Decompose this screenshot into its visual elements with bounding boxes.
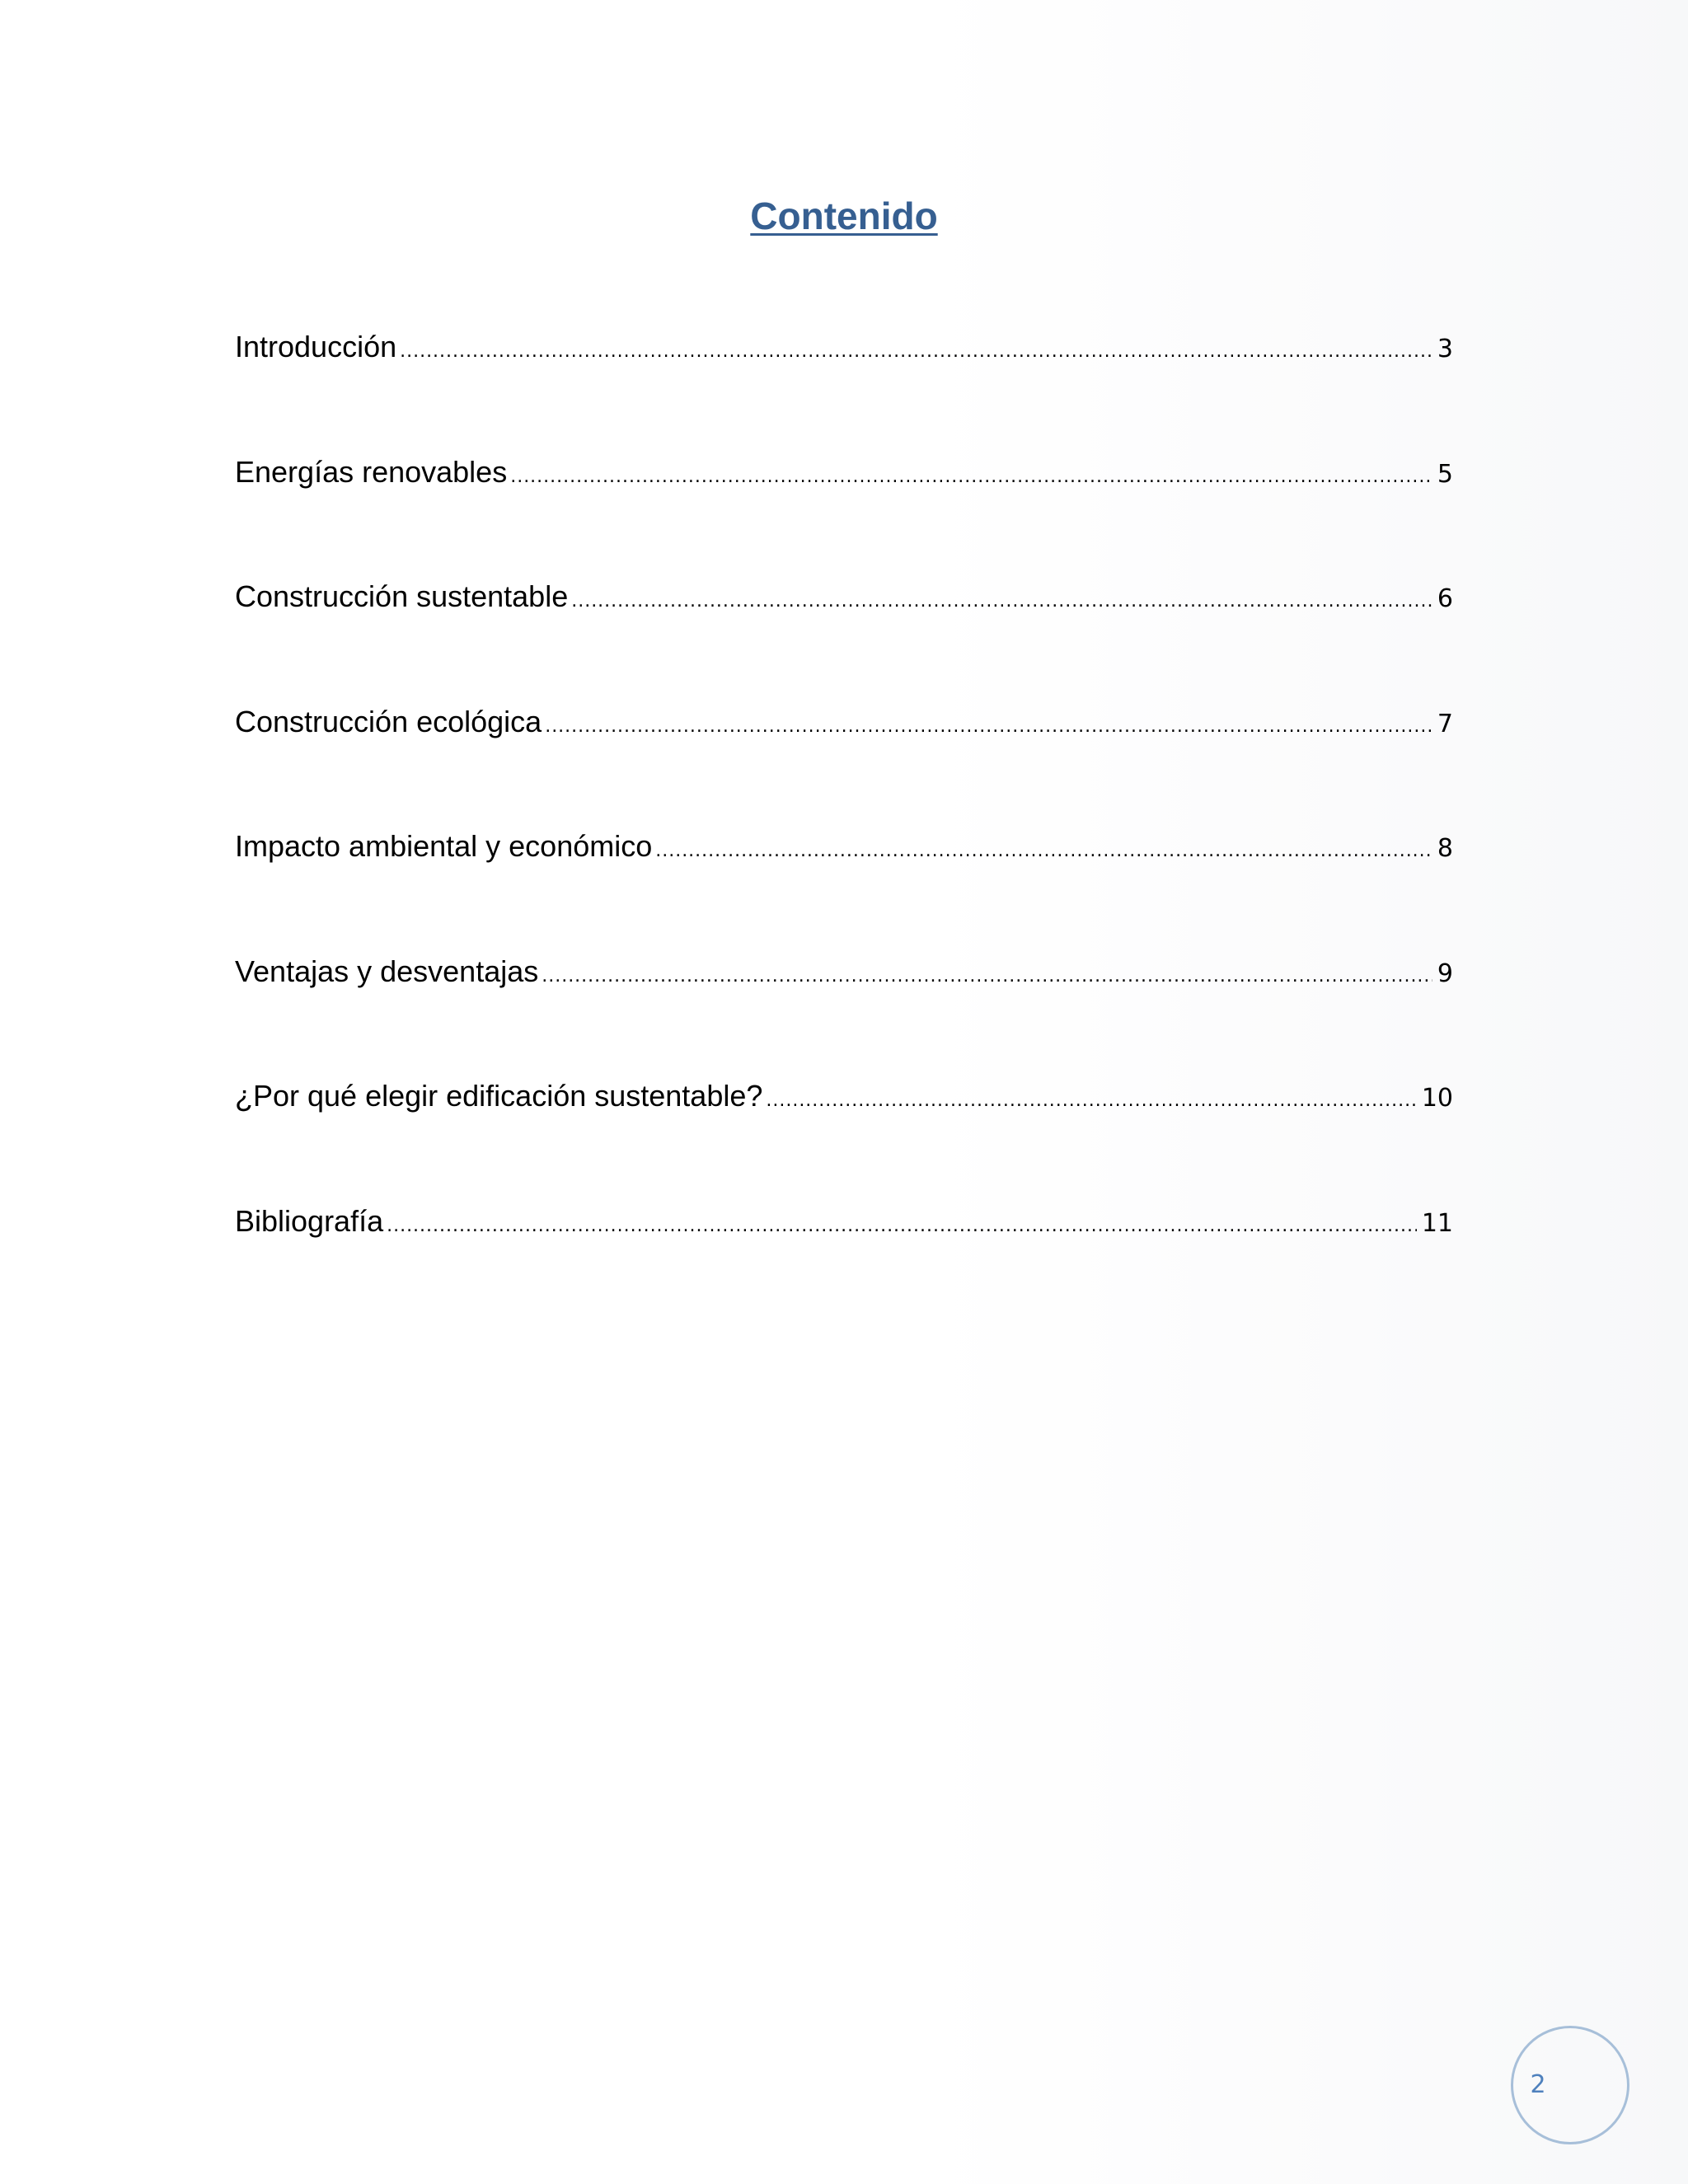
toc-entry-page: 5 xyxy=(1437,460,1453,489)
toc-dot-leader xyxy=(542,956,1432,997)
toc-title-text: Contenido xyxy=(750,194,938,237)
toc-entry-label: Ventajas y desventajas xyxy=(235,954,539,988)
toc-entry-label: Impacto ambiental y económico xyxy=(235,829,653,863)
toc-entry-energias-renovables[interactable] xyxy=(235,452,1453,493)
toc-dot-leader xyxy=(655,831,1432,872)
toc-entry-introduccion[interactable] xyxy=(235,326,1453,368)
toc-entry-label: Introducción xyxy=(235,330,397,363)
toc-entry-page: 9 xyxy=(1437,959,1453,988)
toc-dot-leader xyxy=(400,331,1432,373)
toc-entry-impacto-ambiental[interactable] xyxy=(235,826,1453,867)
toc-entry-page: 11 xyxy=(1421,1209,1453,1238)
toc-entry-page: 6 xyxy=(1437,584,1453,613)
toc-entry-bibliografia[interactable] xyxy=(235,1201,1453,1242)
toc-dot-leader xyxy=(387,1206,1417,1247)
toc-entry-page: 8 xyxy=(1437,834,1453,863)
toc-dot-leader xyxy=(571,581,1432,622)
toc-entry-label: Construcción sustentable xyxy=(235,579,569,613)
toc-entry-ventajas-desventajas[interactable] xyxy=(235,951,1453,992)
page-number: 2 xyxy=(1530,2070,1546,2099)
toc-dot-leader xyxy=(545,706,1432,748)
toc-entry-label: Energías renovables xyxy=(235,455,508,489)
toc-entry-page: 3 xyxy=(1437,335,1453,363)
toc-entry-label: Construcción ecológica xyxy=(235,705,542,738)
toc-entry-label: Bibliografía xyxy=(235,1204,384,1238)
toc-entry-construccion-ecologica[interactable] xyxy=(235,701,1453,743)
toc-title xyxy=(0,191,1688,241)
toc-entry-page: 7 xyxy=(1437,710,1453,738)
toc-entry-page: 10 xyxy=(1421,1084,1453,1113)
toc-dot-leader xyxy=(510,457,1432,498)
toc-entry-label: ¿Por qué elegir edificación sustentable? xyxy=(235,1079,763,1113)
toc-dot-leader xyxy=(766,1080,1416,1122)
toc-entry-construccion-sustentable[interactable] xyxy=(235,576,1453,617)
toc-entry-por-que-elegir[interactable] xyxy=(235,1076,1453,1117)
